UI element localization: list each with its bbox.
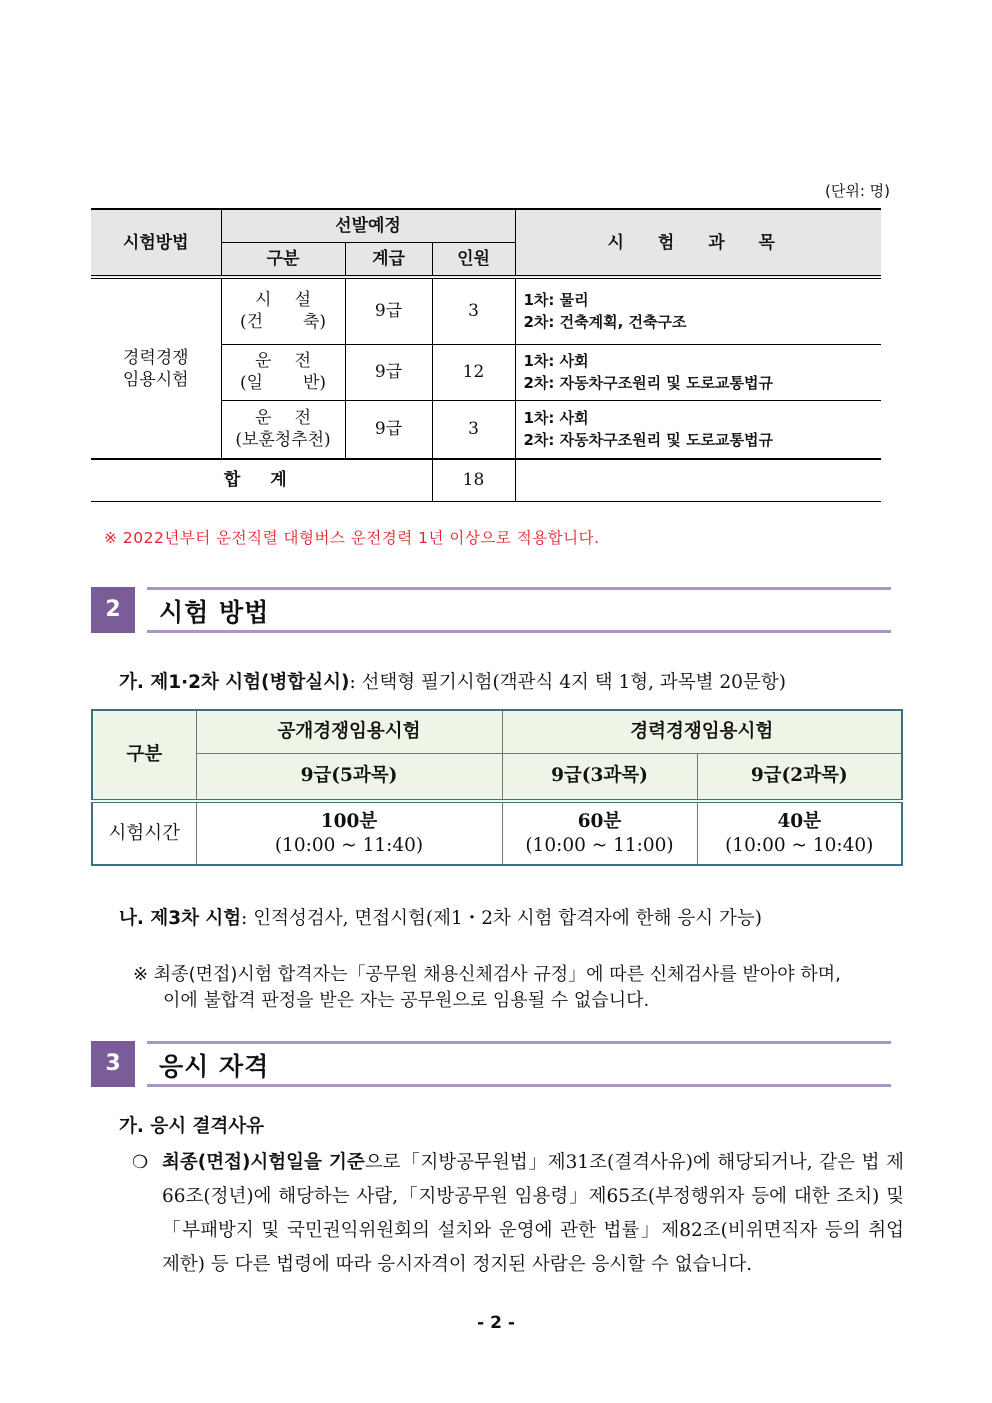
total-label: 합 계 <box>91 459 432 501</box>
header-method: 시험방법 <box>91 209 221 277</box>
page-number: - 2 - <box>477 1313 515 1333</box>
method-line-1: 경력경쟁 <box>122 347 189 368</box>
grade-5: 9급(5과목) <box>196 753 502 801</box>
grade-cell: 9급 <box>345 400 432 459</box>
physical-exam-note-2: 이에 불합격 판정을 받은 자는 공무원으로 임용될 수 없습니다. <box>163 990 650 1011</box>
physical-exam-note-1: ※ 최종(면접)시험 합격자는「공무원 채용신체검사 규정」에 따른 신체검사를 받아야 하며, <box>133 964 841 985</box>
count-cell: 12 <box>432 344 515 400</box>
time-3: 60분 (10:00 ~ 11:00) <box>502 801 697 865</box>
exam-time-table <box>91 709 903 866</box>
divider <box>147 1041 891 1044</box>
divider <box>147 587 891 590</box>
section-number: 3 <box>91 1041 135 1087</box>
header-plan: 선발예정 <box>221 209 515 242</box>
header-career: 경력경쟁임용시험 <box>502 710 902 753</box>
subjects-cell: 1차: 사회 2차: 자동차구조원리 및 도로교통법규 <box>515 344 881 400</box>
total-empty <box>515 459 881 501</box>
subjects-cell: 1차: 사회 2차: 자동차구조원리 및 도로교통법규 <box>515 400 881 459</box>
count-cell: 3 <box>432 400 515 459</box>
type-cell: 운 전 (보훈청추천) <box>221 400 345 459</box>
recruitment-table <box>91 208 881 502</box>
bullet-icon: ❍ <box>132 1152 149 1173</box>
type-cell: 시 설 (건 축) <box>221 277 345 344</box>
divider <box>147 1084 891 1087</box>
grade-2: 9급(2과목) <box>697 753 902 801</box>
header-subjects: 시 험 과 목 <box>515 209 881 277</box>
time-2: 40분 (10:00 ~ 10:40) <box>725 810 874 856</box>
time-5: 100분 (10:00 ~ 11:40) <box>196 801 502 865</box>
header-type: 구분 <box>221 242 345 277</box>
driving-experience-note: ※ 2022년부터 운전직렬 대형버스 운전경력 1년 이상으로 적용합니다. <box>104 529 600 547</box>
grade-cell: 9급 <box>345 277 432 344</box>
method-line-2: 임용시험 <box>122 369 189 390</box>
header-count: 인원 <box>432 242 515 277</box>
count-cell: 3 <box>432 277 515 344</box>
header-grade: 계급 <box>345 242 432 277</box>
section-number: 2 <box>91 587 135 633</box>
disqualification-heading: 가. 응시 결격사유 <box>119 1116 265 1137</box>
header-open: 공개경쟁임용시험 <box>196 710 502 753</box>
section-3-header <box>91 1041 891 1087</box>
row-label: 시험시간 <box>92 801 196 865</box>
type-cell: 운 전 (일 반) <box>221 344 345 400</box>
disqualification-body: 최종(면접)시험일을 기준으로「지방공무원법」제31조(결격사유)에 해당되거나, 같은 법 제66조(정년)에 해당하는 사람,「지방공무원 임용령」제65조(부정행위자 등에 대한 조치) 및「부패방지 및 국민권익위원회의 설치와 운영에 관한 법률」제82조(비위면직자 등의 취업 제한) 등 다른 법령에 따라 응시자격이 정지된 사람은 응시할 수 없습니다. <box>162 1152 905 1275</box>
subjects-cell: 1차: 물리 2차: 건축계획, 건축구조 <box>515 277 881 344</box>
exam-method-ga: 가. 제1·2차 시험(병합실시): 선택형 필기시험(객관식 4지 택 1형, 과목별 20문항) <box>119 672 786 693</box>
grade-cell: 9급 <box>345 344 432 400</box>
method-cell <box>91 277 221 459</box>
section-title: 시험 방법 <box>159 598 270 627</box>
header-type: 구분 <box>92 710 196 801</box>
section-title: 응시 자격 <box>159 1052 270 1081</box>
section-2-header <box>91 587 891 633</box>
grade-3: 9급(3과목) <box>502 753 697 801</box>
exam-method-na: 나. 제3차 시험: 인적성검사, 면접시험(제1・2차 시험 합격자에 한해 응시 가능) <box>119 908 762 929</box>
unit-note: (단위: 명) <box>825 182 890 200</box>
total-count: 18 <box>432 459 515 501</box>
divider <box>147 630 891 633</box>
